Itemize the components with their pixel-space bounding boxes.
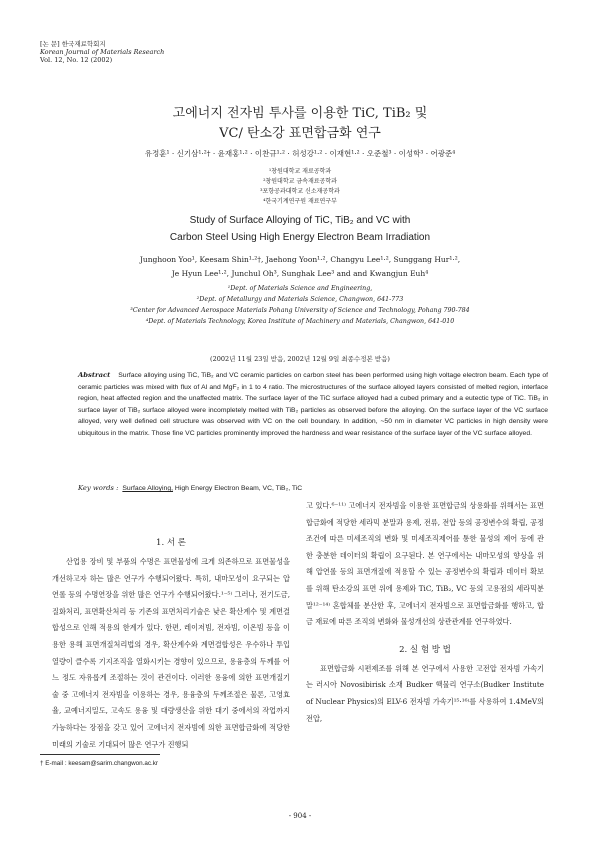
authors-en xyxy=(0,253,600,281)
abstract xyxy=(78,370,548,440)
authors-ko: 유정훈¹ · 신기삼¹·²† · 윤재홍¹·² · 이찬규¹·² · 허성강¹·² · 이재현¹·² · 오준철³ · 이성학³ · 어광준⁴ xyxy=(144,149,456,158)
authors-en-line1: Junghoon Yoo¹, Keesam Shin¹·²†, Jaehong Yoon¹·², Changyu Lee¹·², Sunggang Hur¹·², xyxy=(139,255,461,264)
page-number: - 904 - xyxy=(288,812,312,820)
right-paragraph-2: 표면합금화 시편제조를 위해 본 연구에서 사용한 고전압 전자빔 가속기는 러시아 Novosibirisk 소재 Budker 핵물리 연구소(Budker Institute of Nuclear Physics)의 ELV-6 전자빔 가속기¹⁵·¹⁶⁾를 사용하여 1.4MeV의 전압, xyxy=(306,663,544,723)
journal-header-line3: Vol. 12, No. 12 (2002) xyxy=(40,56,113,64)
journal-header-line1: [논 문] 한국재료학회지 xyxy=(40,40,106,48)
affiliations-en xyxy=(0,283,600,327)
abstract-text: Surface alloying using TiC, TiB₂ and VC ceramic particles on carbon steel has been performed using high voltage electron beam. Each type of ceramic particles was mixed with flux of Al and MgF₂ in 1 to 4 ratio. The microstructures of the surface alloyed layers consisted of melted region, interface region, heat affected region and the unaffected matrix. The surface layer of the TiC surface alloyed had a cubed primary and a eutectic type of TiC. TiB₂ in surface layer of TiB₂ surface alloyed were incompletely melted with TiB₂ particles as observed before the alloying. On the surface layer of the VC surface alloyed, very well defined cell structure was observed with VC on the cell boundary. In addition, ~50 nm in diameter VC particles in high density were ubiquitous in the matrix. Those fine VC particles prominently improved the hardness and wear resistance of the surface layer of the VC surface alloyed. xyxy=(78,372,548,437)
title-en-line1: Study of Surface Alloying of TiC, TiB₂ and VC with xyxy=(189,215,411,226)
journal-header xyxy=(40,40,164,64)
received-dates: (2002년 11월 23일 받음, 2002년 12월 9일 최종수정본 받음) xyxy=(210,355,390,363)
intro-paragraph: 산업용 장비 및 부품의 수명은 표면물성에 크게 의존하므로 표면물성을 개선하고자 하는 많은 연구가 수행되어왔다. 특히, 내마모성이 요구되는 압연롤 등의 수명연장을 위한 많은 연구가 수행되어왔다.¹⁻⁵⁾ 그러나, 전기도금, 질화처리, 표면확산처리 등 기존의 표면처리기술은 낮은 확산계수 및 계면결합성으로 인해 적용의 한계가 있다. 한편, 레이저빔, 전자빔, 이온빔 등을 이용한 용해 표면개질처리법의 경우, 확산계수와 계면결합성은 우수하나 투입열량이 클수록 기지조직을 열화시키는 경향이 있으므로, 용융층의 두께를 어느 정도 자유롭게 조절하는 것이 관건이다. 이러한 용융에 의한 표면개질기술 중 고에너지 전자빔을 이용하는 경우, 용융층의 두께조절은 물론, 고영효율, 교예너지밀도, 고속도 용융 및 대량생산을 위한 대기 중에서의 작업까지 가능하다는 장점을 갖고 있어 고에너지 전자빔에 의한 표면합금화에 적당한 미래의 기술로 기대되어 많은 연구가 진행되 xyxy=(52,557,290,749)
footnote-divider xyxy=(40,754,160,755)
affiliation-en-3: ³Center for Advanced Aerospace Materials Pohang University of Science and Technology, Pohang 790-784 xyxy=(130,307,470,314)
affiliations-ko xyxy=(0,167,600,207)
abstract-label: Abstract xyxy=(78,371,111,379)
keywords-label: Key words : xyxy=(78,484,119,492)
affiliation-ko-3: ³포항공과대학교 신소재공학과 xyxy=(260,188,340,195)
affiliation-en-2: ²Dept. of Metallurgy and Materials Science, Changwon, 641-773 xyxy=(196,296,404,303)
footnote-email: † E-mail : keesam@sarim.changwon.ac.kr xyxy=(40,760,159,767)
title-ko-line2: VC/ 탄소강 표면합금화 연구 xyxy=(219,126,381,141)
affiliation-en-1: ¹Dept. of Materials Science and Engineering, xyxy=(227,285,373,292)
right-paragraph-1: 고 있다.⁶⁻¹¹⁾ 고에너지 전자빔을 이용한 표면합금의 상용화를 위해서는 표면합금화에 적당한 세라믹 분말과 용제, 전류, 전압 등의 공정변수의 확립, 공정조건에 따른 미세조직의 변화 및 미세조직제어를 통한 물성의 제어 등에 관한 충분한 데이터의 확립이 요구된다. 본 연구에서는 내마모성의 향상을 위해 압연롤 등의 표면개질에 적용할 수 있는 공정변수의 확립과 데이터 확보를 위해 탄소강의 표면 위에 용제와 TiC, TiB₂, VC 등의 고용점의 세라믹분말¹²⁻¹⁴⁾ 혼합체를 분산한 후, 고에너지 전자빔으로 표면합금화를 행하고, 합금 재료에 따른 조직의 변화와 물성개선의 상관관계를 연구하였다. xyxy=(306,501,544,627)
affiliation-en-4: ⁴Dept. of Materials Technology, Korea Institute of Machinery and Materials, Changwon, 641-010 xyxy=(145,318,455,325)
authors-en-line2: Je Hyun Lee¹·², Junchul Oh³, Sunghak Lee³ and and Kwangjun Euh⁴ xyxy=(171,269,429,278)
title-ko-line1: 고에너지 전자빔 투사를 이용한 TiC, TiB₂ 및 xyxy=(172,106,428,121)
affiliation-ko-1: ¹창원대학교 재료공학과 xyxy=(268,168,332,175)
affiliation-ko-2: ²창원대학교 금속재료공학과 xyxy=(263,178,337,185)
column-right xyxy=(306,498,544,727)
section-method-title: 2. 실 험 방 법 xyxy=(399,644,451,655)
section-intro-title: 1. 서 론 xyxy=(156,538,186,548)
keywords-rest: High Energy Electron Beam, VC, TiB₂, TiC xyxy=(174,485,303,492)
title-en xyxy=(0,212,600,246)
keywords xyxy=(78,484,548,492)
title-en-line2: Carbon Steel Using High Energy Electron Beam Irradiation xyxy=(169,232,431,243)
keyword-first: Surface Alloying, xyxy=(122,485,174,492)
column-left xyxy=(52,532,290,753)
affiliation-ko-4: ⁴한국기계연구원 재료연구부 xyxy=(263,198,337,205)
journal-header-line2: Korean Journal of Materials Research xyxy=(40,48,165,56)
